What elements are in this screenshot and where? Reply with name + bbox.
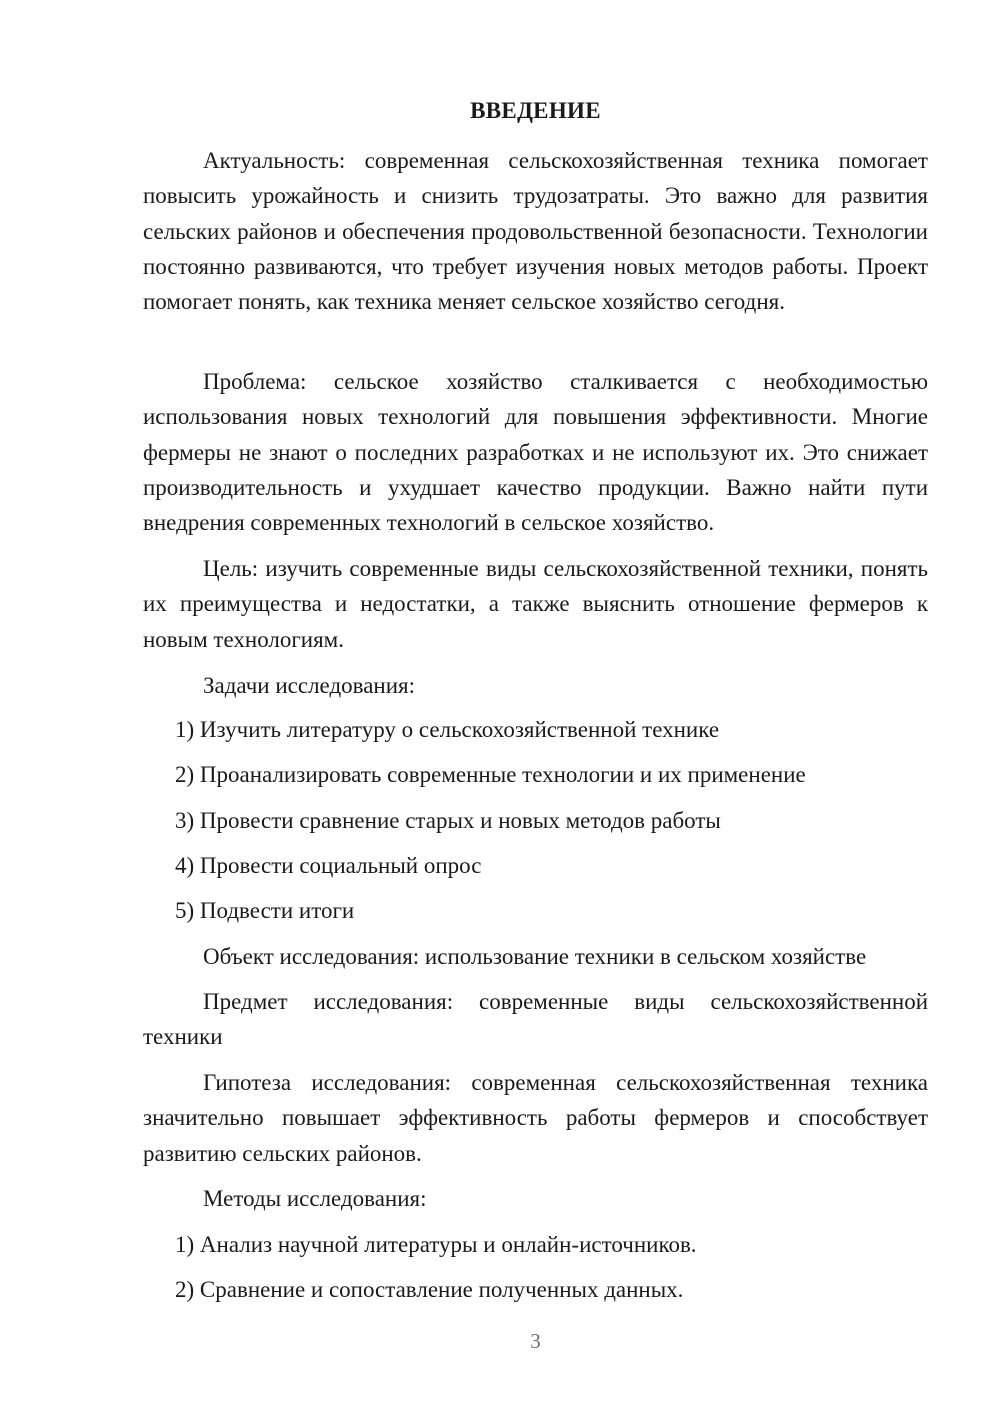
paragraph-hypothesis: Гипотеза исследования: современная сельскохозяйственная техника значительно повышает эффективность работы фермеров и способствует развитию сельских районов. — [143, 1070, 928, 1166]
methods-label: Методы исследования: — [203, 1186, 427, 1211]
task-item: 5) Подвести итоги — [175, 898, 355, 923]
paragraph-subject: Предмет исследования: современные виды сельскохозяйственной техники — [143, 989, 928, 1050]
page-number: 3 — [530, 1329, 541, 1353]
method-item: 1) Анализ научной литературы и онлайн-источников. — [175, 1232, 697, 1257]
tasks-label: Задачи исследования: — [203, 673, 416, 698]
paragraph-goal: Цель: изучить современные виды сельскохозяйственной техники, понять их преимущества и недостатки, а также выяснить отношение фермеров к новым технологиям. — [143, 556, 928, 652]
document-page — [143, 0, 928, 1414]
task-item: 2) Проанализировать современные технологии и их применение — [175, 762, 806, 787]
object-of-research: Объект исследования: использование техники в сельском хозяйстве — [203, 944, 867, 969]
paragraph-problem: Проблема: сельское хозяйство сталкивается с необходимостью использования новых технологий для повышения эффективности. Многие фермеры не знают о последних разработках и не используют их. Это снижает производительность и ухудшает качество продукции. Важно найти пути внедрения современных технологий в сельское хозяйство. — [143, 369, 928, 536]
task-item: 4) Провести социальный опрос — [175, 853, 482, 878]
method-item: 2) Сравнение и сопоставление полученных данных. — [175, 1277, 684, 1302]
task-item: 1) Изучить литературу о сельскохозяйственной технике — [175, 717, 720, 742]
page-heading: ВВЕДЕНИЕ — [470, 98, 601, 123]
paragraph-relevance: Актуальность: современная сельскохозяйственная техника помогает повысить урожайность и снизить трудозатраты. Это важно для развития сельских районов и обеспечения продовольственной безопасности. Технологии постоянно развиваются, что требует изучения новых методов работы. Проект помогает понять, как техника меняет сельское хозяйство сегодня. — [143, 148, 928, 315]
task-item: 3) Провести сравнение старых и новых методов работы — [175, 808, 721, 833]
